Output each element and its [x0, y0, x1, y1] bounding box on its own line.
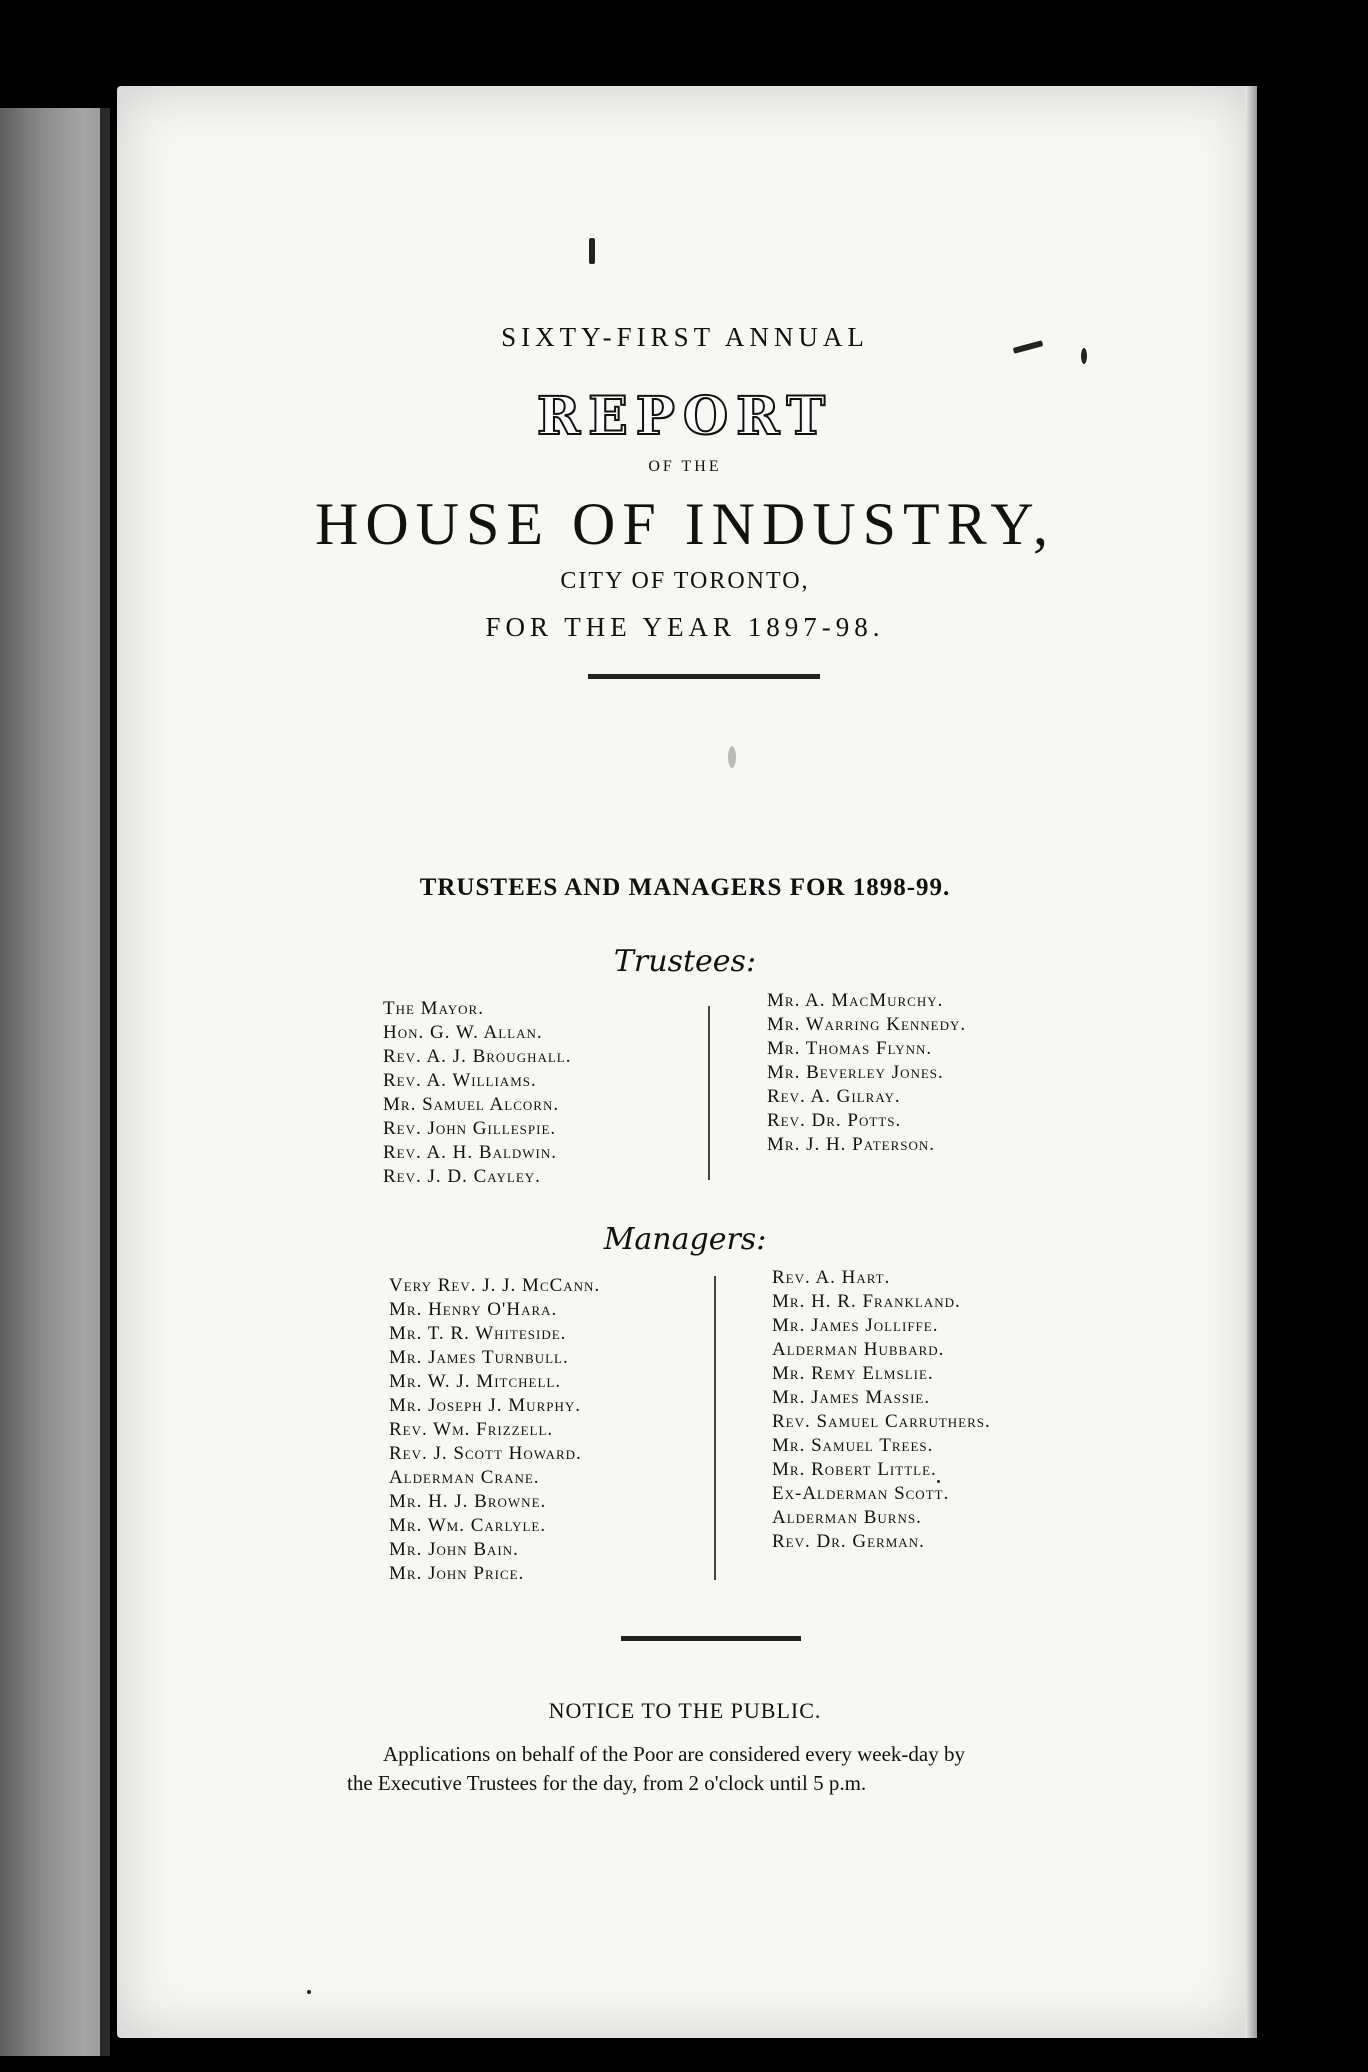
manager-name: Mr. James Turnbull. — [389, 1347, 569, 1368]
manager-name: Mr. Joseph J. Murphy. — [389, 1395, 581, 1416]
trustee-name: Mr. Beverley Jones. — [767, 1062, 944, 1083]
manager-name: Mr. James Jolliffe. — [772, 1315, 939, 1336]
ink-mark — [1081, 348, 1087, 364]
manager-name: Alderman Hubbard. — [772, 1339, 945, 1360]
trustee-name: Mr. Warring Kennedy. — [767, 1014, 967, 1035]
manager-name: Ex-Alderman Scott. — [772, 1483, 950, 1504]
report-title: REPORT — [536, 386, 834, 447]
ink-speck — [937, 1480, 940, 1483]
manager-name: Mr. H. J. Browne. — [389, 1491, 547, 1512]
notice-line: the Executive Trustees for the day, from 2 o'clock until 5 p.m. — [347, 1771, 867, 1795]
adjacent-page-strip — [0, 108, 105, 2056]
city-line: CITY OF TORONTO, — [560, 568, 810, 594]
trustee-name: Mr. Samuel Alcorn. — [383, 1094, 560, 1115]
trustee-name: The Mayor. — [383, 998, 484, 1019]
managers-heading: Managers: — [603, 1222, 767, 1257]
ink-blot — [589, 238, 595, 264]
trustee-name: Rev. A. Gilray. — [767, 1086, 901, 1107]
manager-name: Alderman Burns. — [772, 1507, 922, 1528]
trustee-name: Rev. Dr. Potts. — [767, 1110, 902, 1131]
manager-name: Mr. John Bain. — [389, 1539, 519, 1560]
manager-name: Mr. H. R. Frankland. — [772, 1291, 961, 1312]
manager-name: Mr. Wm. Carlyle. — [389, 1515, 547, 1536]
year-line: FOR THE YEAR 1897-98. — [485, 612, 885, 642]
notice-divider-rule — [621, 1636, 801, 1641]
trustees-heading: Trustees: — [613, 944, 757, 979]
trustees-column-divider — [708, 1006, 710, 1180]
manager-name: Mr. Robert Little. — [772, 1459, 937, 1480]
managers-right-column — [772, 1266, 991, 1554]
institution-name: HOUSE OF INDUSTRY, — [314, 491, 1055, 557]
trustee-name: Rev. A. H. Baldwin. — [383, 1142, 558, 1163]
section-title: TRUSTEES AND MANAGERS FOR 1898-99. — [419, 874, 951, 901]
manager-name: Rev. J. Scott Howard. — [389, 1443, 582, 1464]
notice-body — [347, 1740, 1177, 1798]
manager-name: Rev. Wm. Frizzell. — [389, 1419, 554, 1440]
notice-line: Applications on behalf of the Poor are considered every week-day by — [383, 1742, 965, 1766]
report-supertitle: SIXTY-FIRST ANNUAL — [501, 322, 869, 352]
manager-name: Mr. Henry O'Hara. — [389, 1299, 558, 1320]
trustee-name: Mr. J. H. Paterson. — [767, 1134, 936, 1155]
manager-name: Rev. Dr. German. — [772, 1531, 925, 1552]
notice-title: NOTICE TO THE PUBLIC. — [548, 1698, 822, 1723]
trustees-left-column — [383, 997, 572, 1189]
manager-name: Mr. John Price. — [389, 1563, 525, 1584]
title-divider-rule — [588, 674, 820, 679]
manager-name: Rev. Samuel Carruthers. — [772, 1411, 991, 1432]
manager-name: Mr. W. J. Mitchell. — [389, 1371, 562, 1392]
managers-column-divider — [714, 1276, 716, 1580]
manager-name: Alderman Crane. — [389, 1467, 540, 1488]
page-gutter — [100, 108, 110, 2056]
of-the-text: OF THE — [648, 458, 722, 475]
manager-name: Rev. A. Hart. — [772, 1267, 891, 1288]
trustees-right-column — [767, 989, 966, 1157]
trustee-name: Rev. A. J. Broughall. — [383, 1046, 572, 1067]
trustee-name: Mr. Thomas Flynn. — [767, 1038, 933, 1059]
manager-name: Very Rev. J. J. McCann. — [389, 1275, 601, 1296]
managers-left-column — [389, 1274, 600, 1586]
manager-name: Mr. Samuel Trees. — [772, 1435, 934, 1456]
page-right-edge — [1245, 86, 1257, 2038]
document-page — [117, 86, 1253, 2038]
manager-name: Mr. T. R. Whiteside. — [389, 1323, 567, 1344]
trustee-name: Mr. A. MacMurchy. — [767, 990, 944, 1011]
trustee-name: Rev. A. Williams. — [383, 1070, 537, 1091]
manager-name: Mr. Remy Elmslie. — [772, 1363, 934, 1384]
trustee-name: Rev. J. D. Cayley. — [383, 1166, 541, 1187]
trustee-name: Rev. John Gillespie. — [383, 1118, 557, 1139]
manager-name: Mr. James Massie. — [772, 1387, 931, 1408]
trustee-name: Hon. G. W. Allan. — [383, 1022, 543, 1043]
paper-smudge — [728, 746, 736, 768]
ink-speck — [307, 1990, 311, 1994]
